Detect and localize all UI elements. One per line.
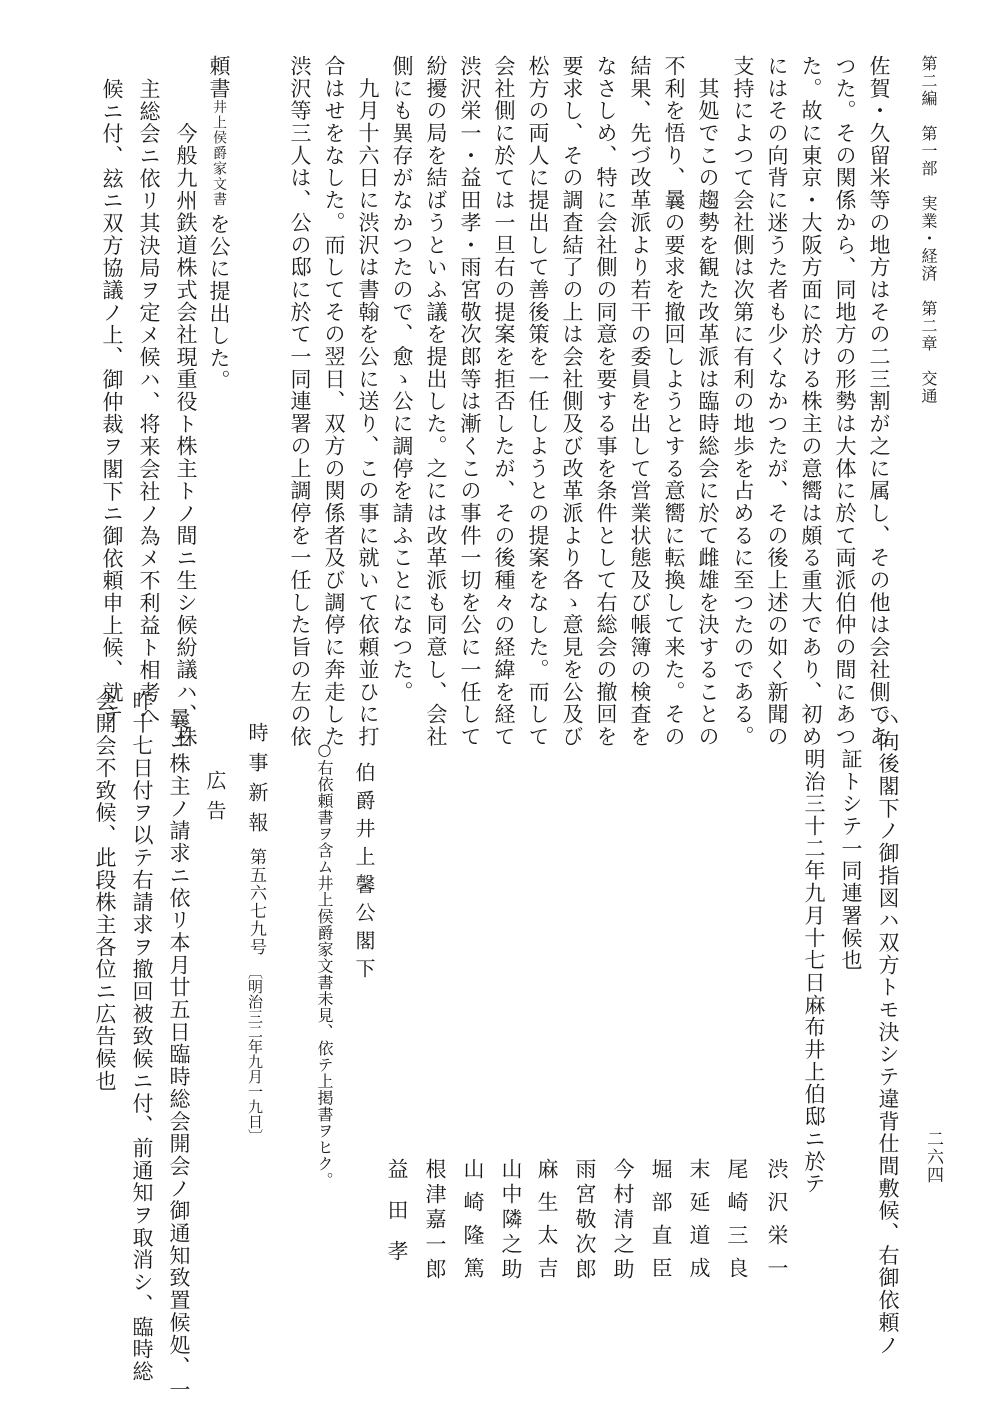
letter-line: 今般九州鉄道株式会社現重役ト株主トノ間ニ生シ候紛議ハ、株 [174,100,198,749]
letter-line: 証トシテ一同連署候也 [839,748,863,972]
signatory-name: 渋沢栄一 [765,1158,789,1290]
newspaper-number: 第五六七九号 [246,848,266,956]
signatory-name: 末延道成 [687,1158,711,1290]
signatory-name: 今村清之助 [611,1158,635,1283]
signatory-name: 山中隣之助 [499,1158,523,1283]
text-line: にはその向背に迷うた者も少くなかつたが、その後上述の如く新聞の [765,55,789,748]
text-line: 側にも異存がなかつたので、愈ゝ公に調停を請ふことになつた。 [390,55,414,704]
letter-line: 主総会ニ依リ其決局ヲ定メ候ハ、将来会社ノ為メ不利益ト相考へ [137,78,161,727]
text-line: つた。その関係から、同地方の形勢は大体に於て両派伯仲の間にあつ [833,55,857,748]
page-number: 二六四 [923,1130,943,1184]
text-line: 会社側に於ては一旦右の提案を拒否したが、その後種々の経緯を経て [492,55,516,748]
advertisement-line: 曩ニ株主ノ請求ニ依リ本月廿五日臨時総会開会ノ御通知致置候処、一 [167,708,191,1401]
advertisement-line: 会開会不致候、此段株主各位ニ広告候也 [93,690,117,1093]
inline-note-b: 家文書 [211,161,227,208]
date-line: 明治三十二年九月十七日麻布井上伯邸ニ於テ [802,748,826,1195]
text-line: 九月十六日に渋沢は書翰を公に送り、この事に就いて依頼並ひに打 [356,55,380,748]
signatory-name: 雨宮敬次郎 [573,1158,597,1283]
newspaper-date: 〔明治三二年九月一九日〕 [246,964,264,1144]
advertisement-heading: 広告 [203,770,227,830]
text-line: 其処でこの趨勢を観た改革派は臨時総会に於て雌雄を決することの [696,55,720,748]
letter-line: 候ニ付、玆ニ双方協議ノ上、御仲裁ヲ閣下ニ御依頼申上候、就テ [100,78,124,727]
text-line: なさしめ、特に会社側の同意を要する事を条件として右総会の撤回を [594,55,618,748]
editorial-note: ○右依頼書ヲ含ム井上侯爵家文書未見、依テ上掲書ヲヒク。 [315,740,334,1189]
text-line: 松方の両人に提出して善後策を一任しようとの提案をなした。而して [526,55,550,748]
text-line: 佐賀・久留米等の地方はその二三割が之に属し、その他は会社側であ [867,55,891,748]
text-fragment: を公に提出した。 [207,213,231,392]
text-line: 支持によつて会社側は次第に有利の地歩を占めるに至つたのである。 [731,55,755,748]
text-line: 合はせをなした。而してその翌日、双方の関係者及び調停に奔走した [322,55,346,748]
text-line: 紛擾の局を結ばうといふ議を提出した。之には改革派も同意し、会社 [424,55,448,748]
signatory-name: 益田孝 [385,1158,409,1281]
text-line-with-note [208,55,229,392]
signatory-name: 堀部直臣 [649,1158,673,1290]
signatory-name: 山崎隆篤 [461,1158,485,1290]
text-fragment: 頼書 [207,55,231,100]
running-head: 第二編 第一部 実業・経済 第二章 交通 [919,55,938,405]
newspaper-name: 時事新報 [245,722,269,842]
text-line: 渋沢栄一・益田孝・雨宮敬次郎等は漸くこの事件一切を公に一任して [458,55,482,748]
signatory-name: 尾崎三良 [725,1158,749,1290]
letter-line: ハ向後閣下ノ御指図ハ双方トモ決シテ違背仕間敷候、右御依頼ノ [876,708,900,1357]
text-line: 渋沢等三人は、公の邸に於て一同連署の上調停を一任した旨の左の依 [288,55,312,748]
advertisement-line: 昨十七日付ヲ以テ右請求ヲ撤回被致候ニ付、前通知ヲ取消シ、臨時総 [130,690,154,1383]
inline-note-a: 井上侯爵 [211,99,227,162]
text-line: た。故に東京・大阪方面に於ける株主の意嚮は頗る重大であり、初め [799,55,823,748]
text-line: 要求し、その調査結了の上は会社側及び改革派より各ゝ意見を公及び [560,55,584,748]
signatory-name: 麻生太吉 [535,1158,559,1290]
signatory-name: 根津嘉一郎 [423,1158,447,1283]
recipient: 伯爵井上馨公閣下 [352,762,376,986]
text-line: 結果、先づ改革派より若干の委員を出して営業状態及び帳簿の検査を [628,55,652,748]
text-line: 不利を悟り、曩の要求を撤回しようとする意嚮に転換して来た。その [662,55,686,748]
